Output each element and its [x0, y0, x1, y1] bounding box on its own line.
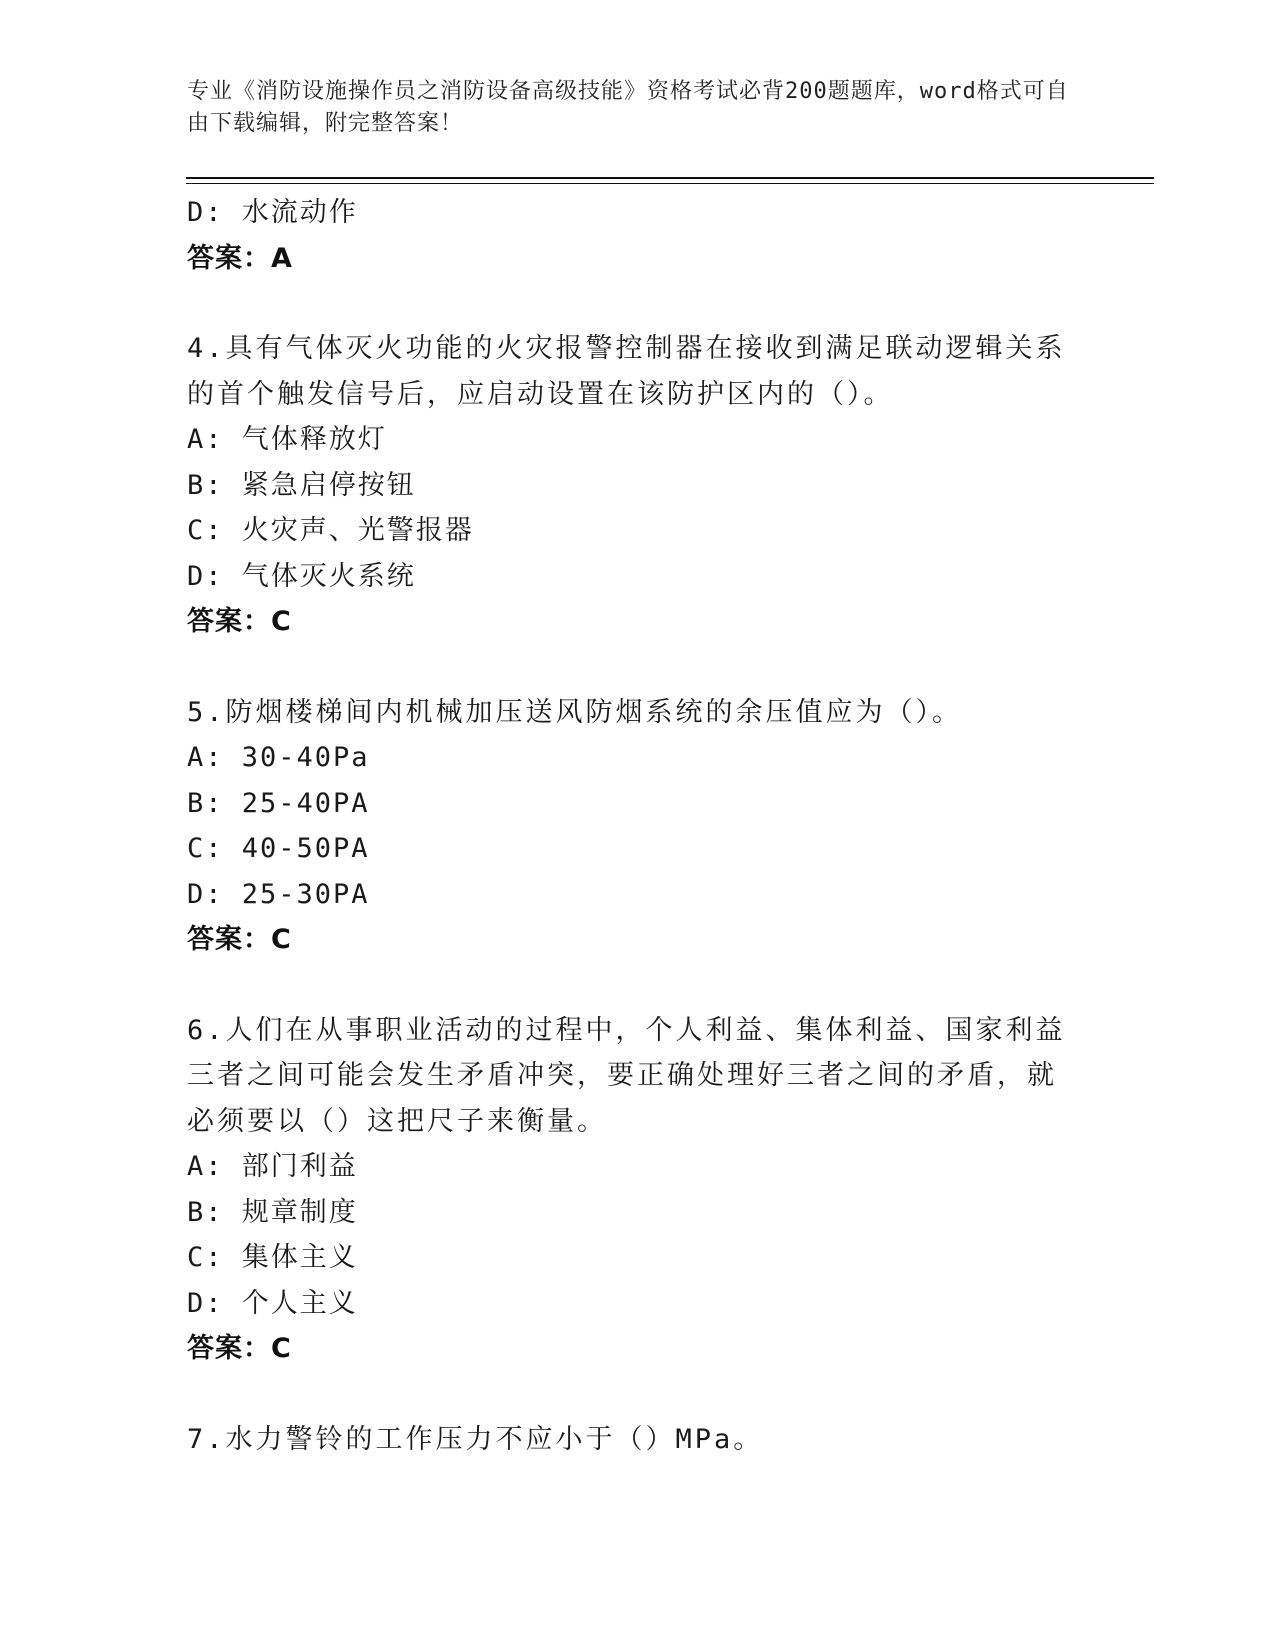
question-5 [187, 690, 1087, 963]
option-b: B: 规章制度 [187, 1196, 358, 1228]
question-list [187, 190, 1087, 1462]
option-c: C: 火灾声、光警报器 [187, 515, 474, 546]
option-a: A: 气体释放灯 [187, 424, 387, 455]
question-text: 5.防烟楼梯间内机械加压送风防烟系统的余压值应为（）。 [187, 696, 963, 728]
option-d: D: 25-30PA [187, 878, 370, 910]
question-7 [187, 1417, 1087, 1463]
answer: 答案：C [187, 1333, 292, 1364]
question-text: 4.具有气体灭火功能的火灾报警控制器在接收到满足联动逻辑关系的首个触发信号后，应启动设置在该防护区内的（）。 [187, 333, 1066, 410]
prev-answer: 答案：A [187, 242, 293, 274]
option-c: C: 集体主义 [187, 1242, 358, 1273]
prev-option-d: D: 水流动作 [187, 197, 358, 228]
answer: 答案：C [187, 924, 292, 955]
question-6 [187, 1008, 1087, 1372]
question-text: 7.水力警铃的工作压力不应小于（）MPa。 [187, 1423, 764, 1455]
option-b: B: 25-40PA [187, 787, 370, 819]
header-divider-thick [186, 177, 1154, 179]
option-d: D: 个人主义 [187, 1287, 358, 1319]
question-4 [187, 326, 1087, 645]
option-a: A: 30-40Pa [187, 742, 370, 773]
document-header: 专业《消防设施操作员之消防设备高级技能》资格考试必背200题题库，word格式可自由下载编辑，附完整答案！ [187, 79, 1069, 136]
option-b: B: 紧急启停按钮 [187, 469, 416, 501]
header-divider-thin [186, 183, 1154, 184]
answer: 答案：C [187, 606, 292, 637]
option-a: A: 部门利益 [187, 1151, 358, 1182]
question-text: 6.人们在从事职业活动的过程中，个人利益、集体利益、国家利益三者之间可能会发生矛盾冲突，要正确处理好三者之间的矛盾，就必须要以（）这把尺子来衡量。 [187, 1014, 1066, 1137]
option-c: C: 40-50PA [187, 833, 370, 864]
option-d: D: 气体灭火系统 [187, 560, 416, 592]
